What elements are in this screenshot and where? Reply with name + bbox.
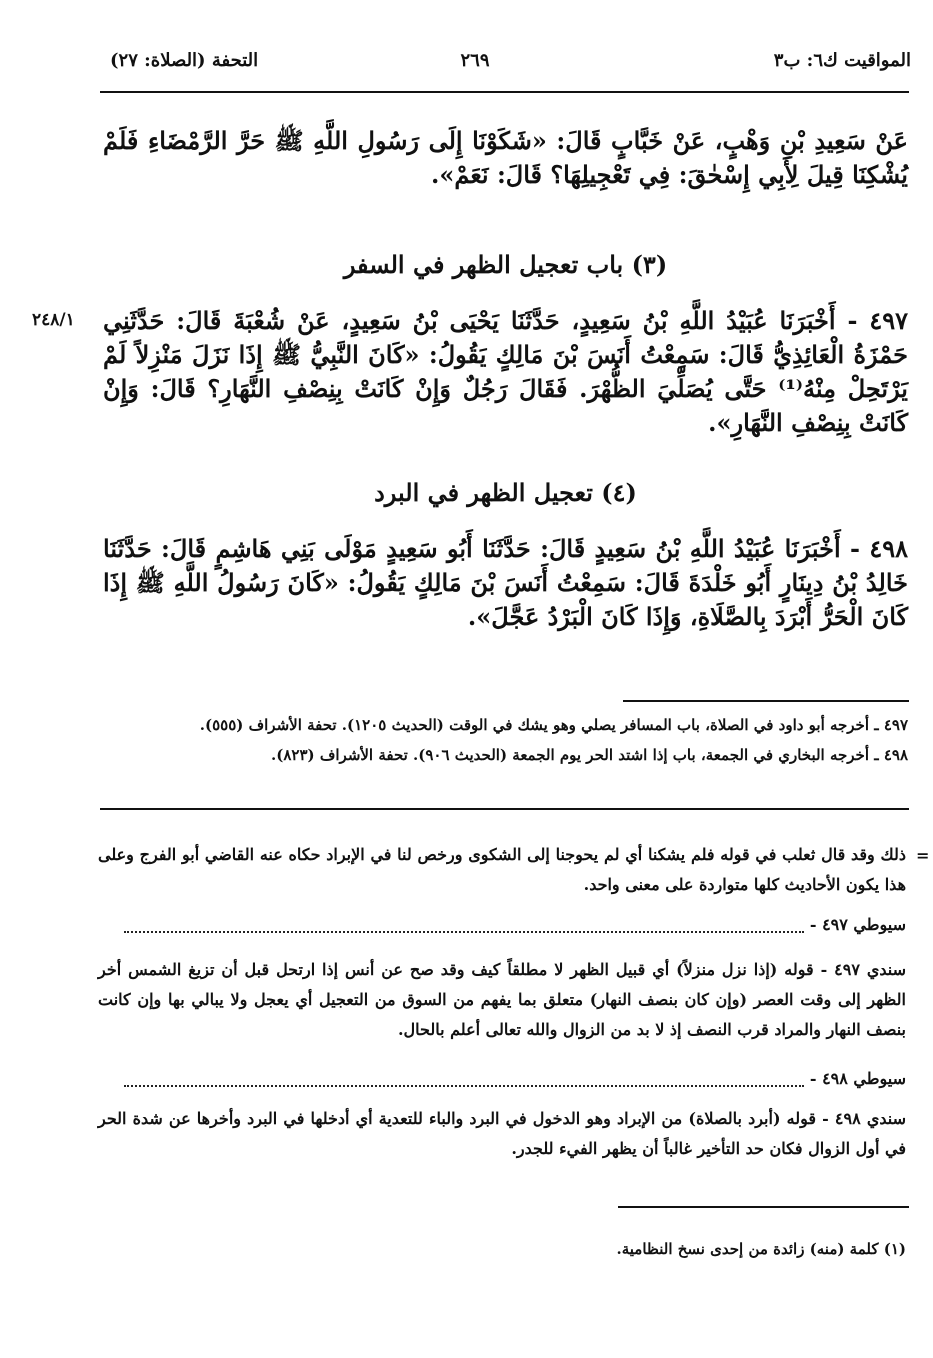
suyuti-497-line	[118, 910, 906, 940]
margin-reference: ٢٤٨/١	[32, 310, 75, 330]
footnote-rule	[623, 700, 909, 702]
commentary-para-1: ذلك وقد قال ثعلب في قوله فلم يشكنا أي لم يحوجنا إلى الشكوى ورخص لنا في الإبراد حكاه عنه القاضي أبو الفرج وعلى هذا يكون الأحاديث كلها متواردة على معنى واحد.	[98, 845, 906, 894]
bottom-note-rule	[618, 1206, 909, 1208]
section-4-title: (٤) تعجيل الظهر في البرد	[374, 478, 637, 507]
commentary-rule	[100, 808, 909, 810]
hadith-496-end: عَنْ سَعِيدِ بْنِ وَهْبٍ، عَنْ خَبَّابٍ قَالَ: «شَكَوْنَا إِلَى رَسُولِ اللَّهِ ﷺ حَرَّ الرَّمْضَاءِ فَلَمْ يُشْكِنَا قِيلَ لِأَبِي إِسْحٰقَ: فِي تَعْجِيلِهَا؟ قَالَ: نَعَمْ».	[103, 126, 908, 189]
suyuti-497-label: سيوطي ٤٩٧ -	[809, 915, 906, 934]
leader-dots	[124, 917, 804, 933]
suyuti-498-label: سيوطي ٤٩٨ -	[809, 1069, 906, 1088]
footnote-497: ٤٩٧ ـ أخرجه أبو داود في الصلاة، باب المسافر يصلي وهو يشك في الوقت (الحديث ١٢٠٥). تحفة الأشراف (٥٥٥).	[199, 716, 908, 734]
page-number: ٢٦٩	[460, 50, 490, 71]
header-rule	[100, 91, 909, 93]
section-3-title: (٣) باب تعجيل الظهر في السفر	[343, 250, 668, 279]
leader-dots	[124, 1071, 804, 1087]
footnote-498: ٤٩٨ ـ أخرجه البخاري في الجمعة، باب إذا اشتد الحر يوم الجمعة (الحديث ٩٠٦). تحفة الأشراف (٨٢٣).	[271, 746, 908, 764]
suyuti-498-line	[118, 1064, 906, 1094]
header-tuhfa-ref: التحفة (الصلاة: ٢٧)	[110, 50, 259, 71]
sindi-498: سندي ٤٩٨ - قوله (أبرد بالصلاة) من الإبراد وهو الدخول في البرد والباء للتعدية أي أدخلها في البرد وأخرها عن شدة الحر في أول الزوال فكان حد التأخير غالباً أن يظهر الفيء للجدر.	[98, 1109, 906, 1158]
sindi-497: سندي ٤٩٧ - قوله (إذا نزل منزلاً) أي قبيل الظهر لا مطلقاً كيف وقد صح عن أنس إذا ارتحل قبل أن تزيغ الشمس أخر الظهر إلى وقت العصر (وإن كان بنصف النهار) متعلق بما يفهم من السوق من التعجيل أي يعجل ولا يبالي بها وإن كانت بنصف النهار والمراد قرب النصف إذ لا بد من الزوال والله تعالى أعلم بالحال.	[98, 960, 907, 1039]
bottom-footnote: (١) كلمة (منه) زائدة من إحدى نسخ النظامية.	[616, 1240, 906, 1258]
hadith-497: ٤٩٧ - أَخْبَرَنَا عُبَيْدُ اللَّهِ بْنُ سَعِيدٍ، حَدَّثَنَا يَحْيَى بْنُ سَعِيدٍ، عَنْ شُعْبَةَ قَالَ: حَدَّثَنِي حَمْزَةُ الْعَائِذِيُّ قَالَ: سَمِعْتُ أَنَسَ بْنَ مَالِكٍ يَقُولُ: «كَانَ النَّبِيُّ ﷺ إِذَا نَزَلَ مَنْزِلاً لَمْ يَرْتَحِلْ مِنْهُ⁽¹⁾ حَتَّى يُصَلِّيَ الظُّهْرَ. فَقَالَ رَجُلٌ وَإِنْ كَانَتْ بِنِصْفِ النَّهَارِ؟ قَالَ: وَإِنْ كَانَتْ بِنِصْفِ النَّهَارِ».	[103, 306, 908, 437]
header-chapter-ref: المواقيت ك٦: ب٣	[773, 50, 911, 71]
continuation-mark: =	[916, 846, 930, 865]
hadith-498: ٤٩٨ - أَخْبَرَنَا عُبَيْدُ اللَّهِ بْنُ سَعِيدٍ قَالَ: حَدَّثَنَا أَبُو سَعِيدٍ مَوْلَى بَنِي هَاشِمٍ قَالَ: حَدَّثَنَا خَالِدُ بْنُ دِينَارٍ أَبُو خَلْدَةَ قَالَ: سَمِعْتُ أَنَسَ بْنَ مَالِكٍ يَقُولُ: «كَانَ رَسُولُ اللَّهِ ﷺ إِذَا كَانَ الْحَرُّ أَبْرَدَ بِالصَّلَاةِ، وَإِذَا كَانَ الْبَرْدُ عَجَّلَ».	[103, 534, 908, 631]
